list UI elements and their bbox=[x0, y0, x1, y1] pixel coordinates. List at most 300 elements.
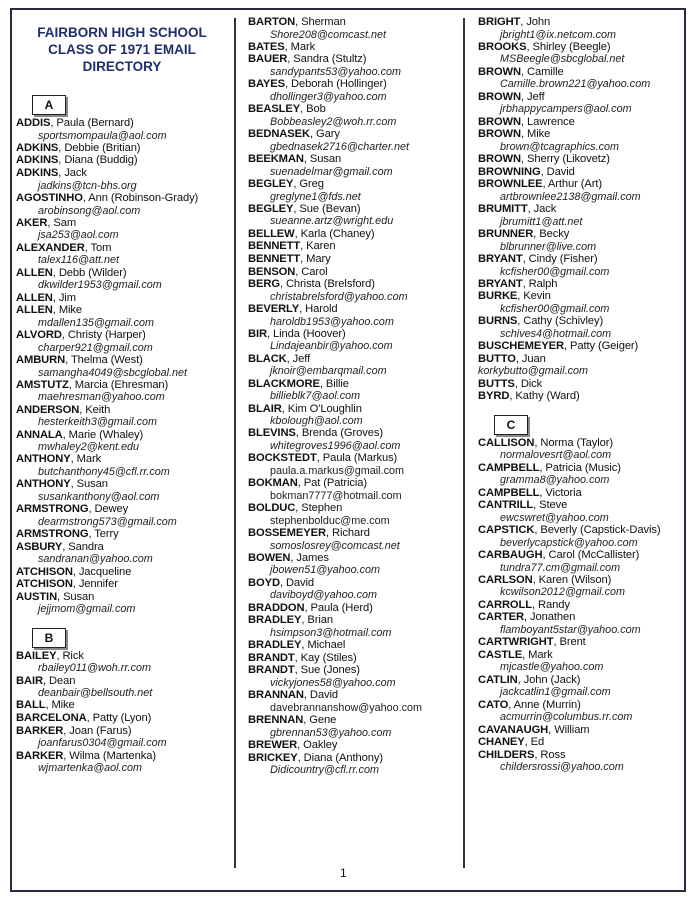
first-name: , Karla (Chaney) bbox=[294, 227, 375, 240]
last-name: BEEKMAN bbox=[248, 153, 304, 166]
first-name: , Kevin bbox=[517, 290, 551, 303]
entry-name bbox=[478, 390, 690, 403]
first-name: , Dewey bbox=[88, 503, 129, 516]
email-link[interactable]: jbright1@ix.netcom.com bbox=[500, 28, 616, 41]
email-link[interactable]: dkwilder1953@gmail.com bbox=[38, 279, 162, 292]
first-name: , Cathy (Schivley) bbox=[517, 315, 604, 328]
email-link[interactable]: artbrownlee2138@gmail.com bbox=[500, 190, 641, 203]
email-link[interactable]: jbowen51@yahoo.com bbox=[270, 564, 380, 577]
email-link[interactable]: paula.a.markus@gmail.com bbox=[270, 464, 404, 477]
section-letter: B bbox=[32, 628, 66, 648]
last-name: BUSCHEMEYER bbox=[478, 340, 564, 353]
last-name: BAUER bbox=[248, 53, 288, 66]
email-link[interactable]: talex116@att.net bbox=[38, 254, 119, 267]
last-name: CATLIN bbox=[478, 673, 518, 686]
first-name: , Sherman bbox=[295, 16, 346, 28]
directory-entry bbox=[16, 725, 228, 750]
directory-entry bbox=[248, 577, 460, 602]
first-name: , Shirley (Beegle) bbox=[526, 40, 611, 53]
email-link[interactable]: arobinsong@aol.com bbox=[38, 204, 141, 217]
email-link[interactable]: mjcastle@yahoo.com bbox=[500, 661, 604, 674]
entry-name bbox=[16, 217, 228, 230]
email-link[interactable]: Camille.brown221@yahoo.com bbox=[500, 78, 651, 91]
last-name: ADKINS bbox=[16, 154, 59, 167]
directory-entry bbox=[248, 527, 460, 552]
entry-name bbox=[16, 192, 228, 205]
directory-entry bbox=[478, 91, 690, 116]
entry-name bbox=[248, 577, 460, 590]
directory-entry bbox=[478, 315, 690, 340]
entry-name bbox=[248, 502, 460, 515]
first-name: , Beverly (Capstick-Davis) bbox=[534, 524, 661, 537]
directory-entry bbox=[248, 689, 460, 714]
directory-entry bbox=[478, 636, 690, 649]
last-name: BEGLEY bbox=[248, 177, 294, 190]
last-name: BRICKEY bbox=[248, 751, 298, 764]
entry-name bbox=[16, 725, 228, 738]
last-name: BOLDUC bbox=[248, 502, 296, 515]
first-name: , Karen bbox=[300, 240, 336, 253]
email-link[interactable]: sueanne.artz@wright.edu bbox=[270, 215, 394, 228]
directory-entry bbox=[248, 253, 460, 266]
email-link[interactable]: deanbair@bellsouth.net bbox=[38, 687, 153, 700]
entry-name bbox=[478, 116, 690, 129]
directory-entry bbox=[478, 549, 690, 574]
last-name: BARTON bbox=[248, 16, 296, 28]
last-name: BROWN bbox=[478, 153, 521, 166]
directory-entry bbox=[248, 328, 460, 353]
entry-name bbox=[16, 267, 228, 280]
directory-entry bbox=[248, 378, 460, 403]
first-name: , Steve bbox=[533, 499, 568, 512]
email-link[interactable]: kcwilson2012@gmail.com bbox=[500, 586, 625, 599]
first-name: , Mark bbox=[522, 648, 553, 661]
email-link[interactable]: kcfisher00@gmail.com bbox=[500, 302, 610, 315]
directory-entry bbox=[248, 16, 460, 41]
email-link[interactable]: sandranan@yahoo.com bbox=[38, 553, 153, 566]
first-name: , Jeff bbox=[521, 90, 545, 103]
first-name: , Susan bbox=[57, 590, 95, 603]
entry-name bbox=[478, 736, 690, 749]
entry-name bbox=[248, 452, 460, 465]
entry-name bbox=[16, 429, 228, 442]
directory-entry bbox=[248, 452, 460, 477]
first-name: , Victoria bbox=[539, 486, 582, 499]
email-link[interactable]: charper921@gmail.com bbox=[38, 341, 153, 354]
email-link[interactable]: samangha4049@sbcglobal.net bbox=[38, 366, 188, 379]
email-link[interactable]: jknoir@embarqmail.com bbox=[270, 365, 387, 378]
last-name: BLACK bbox=[248, 352, 287, 365]
entry-name bbox=[248, 378, 460, 391]
first-name: , Oakley bbox=[297, 739, 338, 752]
first-name: , Lawrence bbox=[521, 115, 575, 128]
last-name: BROWN bbox=[478, 115, 521, 128]
first-name: , Rick bbox=[56, 649, 84, 662]
email-link[interactable]: Shore208@comcast.net bbox=[270, 28, 386, 41]
email-link[interactable]: beverlycapstick@yahoo.com bbox=[500, 536, 638, 549]
last-name: ADDIS bbox=[16, 117, 51, 129]
last-name: BEVERLY bbox=[248, 302, 300, 315]
last-name: CAMPBELL bbox=[478, 461, 540, 474]
last-name: BELLEW bbox=[248, 227, 295, 240]
entry-name bbox=[478, 340, 690, 353]
first-name: , Brian bbox=[301, 614, 334, 627]
entry-name bbox=[478, 574, 690, 587]
last-name: BRANDT bbox=[248, 664, 295, 677]
email-link[interactable]: childersrossi@yahoo.com bbox=[500, 761, 624, 774]
directory-entry bbox=[248, 752, 460, 777]
last-name: BYRD bbox=[478, 390, 510, 403]
email-link[interactable]: jrbhappycampers@aol.com bbox=[500, 103, 632, 116]
first-name: , Karen (Wilson) bbox=[532, 573, 612, 586]
email-link[interactable]: dearmstrong573@gmail.com bbox=[38, 515, 177, 528]
email-link[interactable]: blbrunner@live.com bbox=[500, 240, 597, 253]
column-divider bbox=[234, 18, 236, 868]
entry-name bbox=[16, 167, 228, 180]
email-link[interactable]: kbolough@aol.com bbox=[270, 415, 363, 428]
first-name: , Joan (Farus) bbox=[63, 724, 132, 737]
email-link[interactable]: Lindajeanbir@yahoo.com bbox=[270, 340, 393, 353]
last-name: ADKINS bbox=[16, 141, 59, 154]
last-name: ARMSTRONG bbox=[16, 528, 89, 541]
email-link[interactable]: suenadelmar@gmail.com bbox=[270, 165, 393, 178]
directory-entry bbox=[16, 478, 228, 503]
last-name: CARTWRIGHT bbox=[478, 636, 554, 649]
entry-name bbox=[478, 599, 690, 612]
directory-entry bbox=[478, 278, 690, 291]
last-name: BRIGHT bbox=[478, 16, 521, 28]
first-name: , Sherry (Likovetz) bbox=[521, 153, 610, 166]
directory-entry bbox=[16, 429, 228, 454]
entry-name bbox=[248, 714, 460, 727]
first-name: , Keith bbox=[79, 403, 111, 416]
entry-name bbox=[248, 752, 460, 765]
email-link[interactable]: christabrelsford@yahoo.com bbox=[270, 290, 408, 303]
directory-entry bbox=[248, 403, 460, 428]
first-name: , Kay (Stiles) bbox=[294, 651, 357, 664]
first-name: , Paula (Bernard) bbox=[50, 117, 134, 129]
first-name: , John (Jack) bbox=[517, 673, 581, 686]
directory-entry bbox=[478, 290, 690, 315]
entry-name bbox=[248, 614, 460, 627]
email-link[interactable]: rbailey011@woh.rr.com bbox=[38, 662, 151, 675]
email-link[interactable]: haroldb1953@yahoo.com bbox=[270, 315, 394, 328]
directory-entry bbox=[248, 278, 460, 303]
email-link[interactable]: gbrennan53@yahoo.com bbox=[270, 726, 392, 739]
directory-entry bbox=[248, 203, 460, 228]
first-name: , Mark bbox=[284, 40, 316, 53]
email-link[interactable]: flamboyant5star@yahoo.com bbox=[500, 623, 641, 636]
entry-name bbox=[16, 712, 228, 725]
directory-entry bbox=[478, 340, 690, 353]
email-link[interactable]: stephenbolduc@me.com bbox=[270, 514, 390, 527]
entry-name bbox=[248, 78, 460, 91]
first-name: , William bbox=[548, 723, 590, 736]
last-name: BOKMAN bbox=[248, 477, 298, 490]
directory-entry bbox=[478, 699, 690, 724]
directory-entry bbox=[16, 304, 228, 329]
first-name: , Susan bbox=[70, 478, 108, 491]
directory-entry bbox=[478, 41, 690, 66]
directory-entry bbox=[478, 378, 690, 391]
directory-entry bbox=[478, 353, 690, 378]
first-name: , Billie bbox=[319, 377, 349, 390]
email-link[interactable]: hsimpson3@hotmail.com bbox=[270, 626, 392, 639]
entry-name bbox=[248, 652, 460, 665]
last-name: BRADLEY bbox=[248, 639, 302, 652]
email-link[interactable]: jsa253@aol.com bbox=[38, 229, 119, 242]
first-name: , Ralph bbox=[522, 277, 558, 290]
email-link[interactable]: Bobbeasley2@woh.rr.com bbox=[270, 115, 397, 128]
first-name: , Mike bbox=[52, 304, 83, 317]
email-link[interactable]: sportsmompaula@aol.com bbox=[38, 129, 167, 142]
directory-entry bbox=[16, 712, 228, 725]
email-link[interactable]: jejjmom@gmail.com bbox=[38, 603, 136, 616]
email-link[interactable]: somoslosrey@comcast.net bbox=[270, 539, 400, 552]
email-link[interactable]: jackcatlin1@gmail.com bbox=[500, 686, 611, 699]
first-name: , Deborah (Hollinger) bbox=[285, 78, 387, 91]
last-name: ALEXANDER bbox=[16, 241, 85, 254]
first-name: , Ann (Robinson-Grady) bbox=[82, 191, 199, 204]
entry-name bbox=[478, 166, 690, 179]
first-name: , Sue (Jones) bbox=[294, 664, 360, 677]
directory-entry bbox=[478, 178, 690, 203]
entry-name bbox=[478, 749, 690, 762]
directory-entry bbox=[478, 66, 690, 91]
last-name: BENSON bbox=[248, 265, 296, 278]
section-letter: C bbox=[494, 415, 528, 435]
first-name: , Susan bbox=[303, 153, 342, 166]
entry-name bbox=[16, 292, 228, 305]
email-link[interactable]: hesterkeith3@gmail.com bbox=[38, 416, 157, 429]
last-name: BRYANT bbox=[478, 252, 523, 265]
email-link[interactable]: dhollinger3@yahoo.com bbox=[270, 90, 387, 103]
email-link[interactable]: susankanthony@aol.com bbox=[38, 490, 160, 503]
email-link[interactable]: Didicountry@cfl.rr.com bbox=[270, 764, 379, 777]
email-link[interactable]: davebrannanshow@yahoo.com bbox=[270, 701, 423, 714]
last-name: BOYD bbox=[248, 576, 280, 589]
directory-entry bbox=[16, 541, 228, 566]
last-name: ALLEN bbox=[16, 304, 53, 317]
first-name: , Paula (Herd) bbox=[304, 601, 373, 614]
email-link[interactable]: gbednasek2716@charter.net bbox=[270, 140, 410, 153]
email-link[interactable]: brown@tcagraphics.com bbox=[500, 140, 619, 153]
first-name: , Diana (Anthony) bbox=[297, 751, 384, 764]
entry-name bbox=[16, 242, 228, 255]
directory-entry bbox=[478, 116, 690, 129]
directory-entry bbox=[248, 502, 460, 527]
directory-entry bbox=[16, 379, 228, 404]
last-name: CAPSTICK bbox=[478, 524, 535, 537]
email-link[interactable]: MSBeegle@sbcglobal.net bbox=[500, 53, 625, 66]
email-link[interactable]: bokman7777@hotmail.com bbox=[270, 489, 402, 502]
first-name: , Carol (McCallister) bbox=[542, 549, 640, 561]
last-name: CARROLL bbox=[478, 598, 532, 611]
directory-entry bbox=[16, 329, 228, 354]
last-name: ATCHISON bbox=[16, 578, 73, 591]
email-link[interactable]: sandypants53@yahoo.com bbox=[270, 66, 402, 79]
last-name: CARLSON bbox=[478, 573, 533, 586]
email-link[interactable]: joanfarus0304@gmail.com bbox=[38, 737, 167, 750]
last-name: BRUMITT bbox=[478, 203, 528, 216]
last-name: BARKER bbox=[16, 724, 64, 737]
entry-name bbox=[16, 154, 228, 167]
entry-name bbox=[248, 664, 460, 677]
entry-name bbox=[478, 178, 690, 191]
email-link[interactable]: schives4@hotmail.com bbox=[500, 327, 612, 340]
directory-entry bbox=[248, 53, 460, 78]
first-name: , Jack bbox=[527, 203, 557, 216]
last-name: CALLISON bbox=[478, 436, 535, 449]
entry-name bbox=[248, 552, 460, 565]
directory-entry bbox=[16, 528, 228, 541]
email-link[interactable]: greglyne1@fds.net bbox=[270, 190, 361, 203]
directory-entry bbox=[478, 166, 690, 179]
entry-name bbox=[478, 674, 690, 687]
last-name: BENNETT bbox=[248, 240, 301, 253]
directory-entry bbox=[16, 292, 228, 305]
directory-title bbox=[22, 24, 222, 75]
email-link[interactable]: gramma8@yahoo.com bbox=[500, 474, 610, 487]
entry-name bbox=[16, 117, 228, 130]
directory-entry bbox=[248, 78, 460, 103]
email-link[interactable]: tundra77.cm@gmail.com bbox=[500, 561, 621, 574]
entry-name bbox=[478, 41, 690, 54]
first-name: , Mary bbox=[300, 252, 331, 265]
first-name: , Sue (Bevan) bbox=[293, 202, 361, 215]
first-name: , Mark bbox=[70, 453, 102, 466]
first-name: , Richard bbox=[325, 527, 370, 539]
entry-name bbox=[478, 228, 690, 241]
last-name: BOSSEMEYER bbox=[248, 527, 326, 539]
email-link[interactable]: jbrumitt1@att.net bbox=[500, 215, 583, 228]
first-name: , Sam bbox=[47, 216, 77, 229]
first-name: , Kim O'Loughlin bbox=[281, 402, 362, 415]
email-link[interactable]: korkybutto@gmail.com bbox=[478, 365, 588, 378]
directory-entry bbox=[16, 154, 228, 167]
directory-entry bbox=[248, 739, 460, 752]
email-link[interactable]: vickyjones58@yahoo.com bbox=[270, 676, 396, 689]
first-name: , Patty (Lyon) bbox=[86, 712, 152, 725]
entry-name bbox=[16, 591, 228, 604]
email-link[interactable]: whitegroves1996@aol.com bbox=[270, 440, 401, 453]
first-name: , Paula (Markus) bbox=[316, 452, 398, 465]
entry-name bbox=[16, 404, 228, 417]
title-line: FAIRBORN HIGH SCHOOL bbox=[37, 25, 207, 40]
directory-entry bbox=[16, 453, 228, 478]
last-name: BROWNING bbox=[478, 165, 541, 178]
entry-name bbox=[16, 650, 228, 663]
directory-entry bbox=[478, 724, 690, 737]
first-name: , Debbie (Britian) bbox=[58, 141, 141, 154]
first-name: , Tom bbox=[84, 241, 112, 254]
first-name: , Arthur (Art) bbox=[542, 178, 602, 191]
entry-name bbox=[248, 240, 460, 253]
directory-entry bbox=[16, 167, 228, 192]
last-name: ANTHONY bbox=[16, 453, 71, 466]
directory-entry bbox=[16, 699, 228, 712]
directory-entry bbox=[248, 477, 460, 502]
entry-name bbox=[248, 203, 460, 216]
entry-name bbox=[16, 142, 228, 155]
last-name: BROWN bbox=[478, 128, 521, 141]
entry-name bbox=[16, 699, 228, 712]
last-name: ALLEN bbox=[16, 291, 53, 304]
directory-entry bbox=[248, 552, 460, 577]
first-name: , Kathy (Ward) bbox=[509, 390, 580, 403]
email-link[interactable]: billieblk7@aol.com bbox=[270, 390, 361, 403]
first-name: , Pat (Patricia) bbox=[297, 477, 368, 490]
entry-name bbox=[478, 353, 690, 366]
first-name: , Jennifer bbox=[72, 578, 118, 591]
email-link[interactable]: kcfisher00@gmail.com bbox=[500, 265, 610, 278]
first-name: , Randy bbox=[532, 598, 570, 611]
email-link[interactable]: wjmartenka@aol.com bbox=[38, 762, 142, 775]
last-name: BRYANT bbox=[478, 277, 523, 290]
entry-name bbox=[248, 16, 460, 29]
directory-entry bbox=[478, 462, 690, 487]
directory-entry bbox=[248, 103, 460, 128]
entry-name bbox=[478, 378, 690, 391]
entry-name bbox=[16, 379, 228, 392]
first-name: , Greg bbox=[293, 177, 324, 190]
entry-name bbox=[16, 329, 228, 342]
first-name: , Gene bbox=[303, 714, 337, 727]
entry-name bbox=[248, 527, 460, 540]
email-link[interactable]: maehresman@yahoo.com bbox=[38, 391, 165, 404]
entry-name bbox=[248, 278, 460, 291]
last-name: BATES bbox=[248, 40, 285, 53]
email-link[interactable]: acmurrin@columbus.rr.com bbox=[500, 711, 633, 724]
email-link[interactable]: normalovesrt@aol.com bbox=[500, 449, 612, 462]
directory-entry bbox=[478, 203, 690, 228]
email-link[interactable]: butchanthony45@cfl.rr.com bbox=[38, 466, 170, 479]
directory-entry bbox=[16, 675, 228, 700]
entry-name bbox=[478, 91, 690, 104]
first-name: , Debb (Wilder) bbox=[52, 266, 127, 279]
email-link[interactable]: mdallen135@gmail.com bbox=[38, 316, 154, 329]
directory-entry bbox=[478, 599, 690, 612]
column-divider bbox=[463, 18, 465, 868]
directory-entry bbox=[248, 427, 460, 452]
directory-entry bbox=[248, 303, 460, 328]
directory-entry bbox=[248, 128, 460, 153]
first-name: , Mike bbox=[521, 128, 551, 141]
section-letter: A bbox=[32, 95, 66, 115]
email-link[interactable]: jadkins@tcn-bhs.org bbox=[38, 179, 137, 192]
entry-name bbox=[478, 290, 690, 303]
email-link[interactable]: mwhaley2@kent.edu bbox=[38, 441, 139, 454]
last-name: BARKER bbox=[16, 749, 64, 762]
entry-name bbox=[478, 315, 690, 328]
first-name: , Camille bbox=[521, 65, 564, 78]
entry-name bbox=[248, 41, 460, 54]
first-name: , Jonathen bbox=[524, 611, 576, 624]
email-link[interactable]: ewcswret@yahoo.com bbox=[500, 511, 609, 524]
directory-entry bbox=[16, 503, 228, 528]
directory-entry bbox=[16, 591, 228, 616]
entry-name bbox=[478, 66, 690, 79]
last-name: BROOKS bbox=[478, 40, 527, 53]
directory-entry bbox=[248, 353, 460, 378]
page-number: 1 bbox=[340, 866, 347, 880]
email-link[interactable]: daviboyd@yahoo.com bbox=[270, 589, 377, 602]
last-name: CARTER bbox=[478, 611, 525, 624]
last-name: BURNS bbox=[478, 315, 518, 328]
entry-name bbox=[478, 549, 690, 562]
first-name: , David bbox=[303, 689, 338, 702]
last-name: BIR bbox=[248, 327, 267, 340]
